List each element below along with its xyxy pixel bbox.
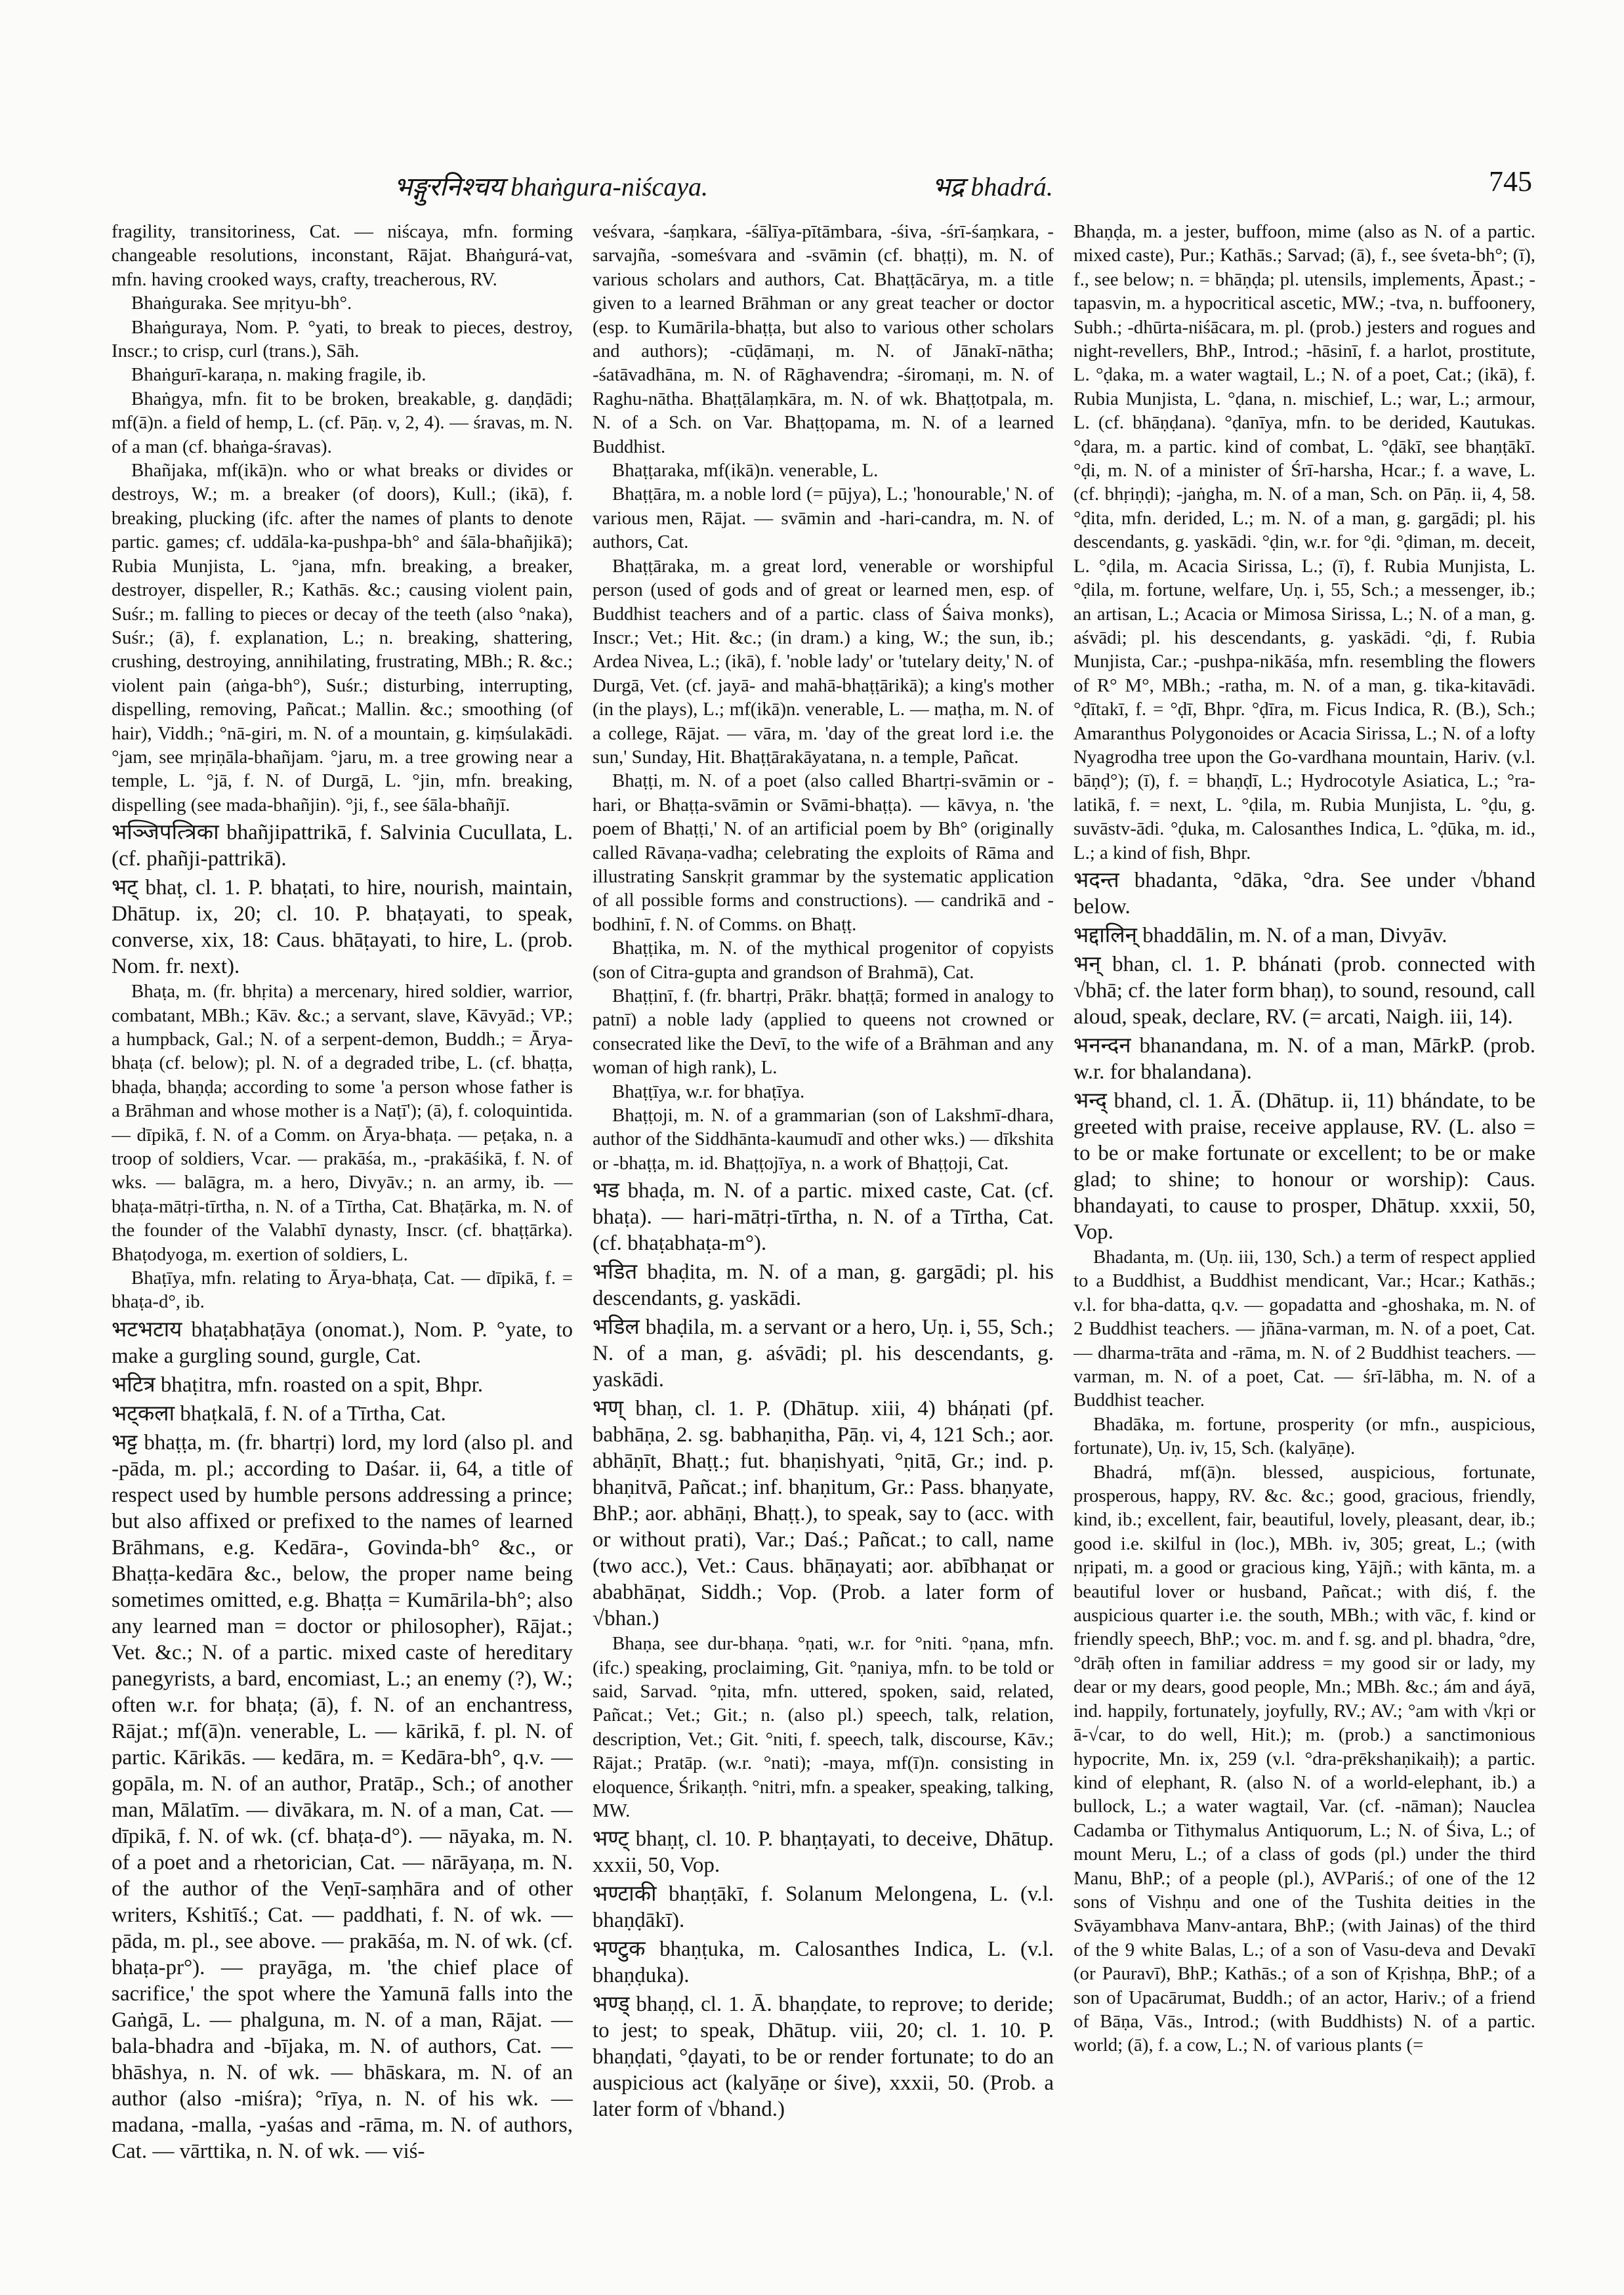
dictionary-entry: Bhaṭa, m. (fr. bhṛita) a mercenary, hired soldier, warrior, combatant, MBh.; Kāv. &c.; a servant, slave, Kāvyād.; VP.; a humpback, Gal.; N. of a serpent-demon, Buddh.; = Ārya-bhaṭa (cf. below); pl. N. of a degraded tribe, L. (cf. bhaṭṭa, bhaḍa, bhaṇḍa; according to some 'a person whose father is a Brāhman and whose mother is a Naṭī'); (ā), f. coloquintida. — dīpikā, f. N. of a Comm. on Ārya-bhaṭa. — peṭaka, n. a troop of soldiers, Vcar. — prakāśa, m., -prakāśikā, f. N. of wks. — balāgra, m. a hero, Divyāv.; n. an army, ib. — bhaṭa-mātṛi-tīrtha, n. N. of a Tīrtha, Cat. Bhaṭārka, m. N. of the founder of the Valabhī dynasty, Inscr. (cf. bhaṭṭārka). Bhaṭodyoga, m. exertion of soldiers, L.	[112, 981, 573, 1265]
page-number: 745	[1489, 165, 1532, 197]
dictionary-entry: fragility, transitoriness, Cat. — niścaya, mfn. forming changeable resolutions, inconstant, Rājat. Bhaṅgurá-vat, mfn. having crooked ways, crafty, treacherous, RV.	[112, 221, 573, 290]
dictionary-entry: Bhaṭṭaraka, mf(ikā)n. venerable, L.	[612, 460, 879, 482]
dictionary-entry: भट् bhaṭ, cl. 1. P. bhaṭati, to hire, nourish, maintain, Dhātup. ix, 20; cl. 10. P. bhaṭayati, to speak, converse, xix, 18: Caus. bhāṭayati, to hire, L. (prob. Nom. fr. next).	[112, 876, 573, 979]
dictionary-entry: Bhadanta, m. (Uṇ. iii, 130, Sch.) a term of respect applied to a Buddhist, a Buddhist mendicant, Var.; Hcar.; Kathās.; v.l. for bha-datta, q.v. — gopadatta and -ghoshaka, m. N. of 2 Buddhist teachers. — jñāna-varman, m. N. of a poet, Cat. — dharma-trāta and -rāma, m. N. of 2 Buddhist teachers. — varman, m. N. of a poet, Cat. — śrī-lābha, m. N. of a Buddhist teacher.	[1073, 1246, 1535, 1411]
dictionary-entry: भद्दालिन् bhaddālin, m. N. of a man, Divyāv.	[1073, 923, 1447, 947]
column-right	[1073, 220, 1535, 2247]
dictionary-entry: Bhaṭṭi, m. N. of a poet (also called Bhartṛi-svāmin or -hari, or Bhaṭṭa-svāmin or Svāmi-bhaṭṭa). — kāvya, n. 'the poem of Bhaṭṭi,' N. of an artificial poem by Bh° (originally called Rāvaṇa-vadha; celebrating the exploits of Rāma and illustrating Sanskṛit grammar by the systematic application of all possible forms and constructions). — candrikā and -bodhinī, f. N. of Comms. on Bhaṭṭ.	[593, 770, 1054, 935]
header-center-headword: भद्र bhadrá.	[932, 172, 1053, 201]
dictionary-entry: भण्टुक bhaṇṭuka, m. Calosanthes Indica, L. (v.l. bhaṇḍuka).	[593, 1937, 1054, 1987]
dictionary-entry: भटभटाय bhaṭabhaṭāya (onomat.), Nom. P. °yate, to make a gurgling sound, gurgle, Cat.	[112, 1317, 573, 1368]
dictionary-entry: Bhaṅguraya, Nom. P. °yati, to break to pieces, destroy, Inscr.; to crisp, curl (trans.), Sāh.	[112, 316, 573, 362]
dictionary-entry: Bhañjaka, mf(ikā)n. who or what breaks or divides or destroys, W.; m. a breaker (of doors), Kull.; (ikā), f. breaking, plucking (ifc. after the names of plants to denote partic. games; cf. uddāla-ka-pushpa-bh° and śāla-bhañjikā); Rubia Munjista, L. °jana, mfn. breaking, a breaker, destroyer, dispeller, R.; Kathās. &c.; causing violent pain, Suśr.; m. falling to pieces or decay of the teeth (also °naka), Suśr.; (ā), f. explanation, L.; n. breaking, shattering, crushing, destroying, annihilating, frustrating, MBh.; R. &c.; violent pain (aṅga-bh°), Suśr.; disturbing, interrupting, dispelling, removing, Pañcat.; Mallin. &c.; smoothing (of hair), Viddh.; °nā-giri, m. N. of a mountain, g. kiṃśulakādi. °jam, see mṛiṇāla-bhañjam. °jaru, m. a tree growing near a temple, L. °jā, f. N. of Durgā, L. °jin, mfn. breaking, dispelling (see mada-bhañjin). °ji, f., see śāla-bhañjī.	[112, 460, 573, 816]
column-left	[112, 220, 573, 2247]
dictionary-entry: Bhaṅgya, mfn. fit to be broken, breakable, g. daṇḍādi; mf(ā)n. a field of hemp, L. (cf. Pāṇ. v, 2, 4). — śravas, m. N. of a man (cf. bhaṅga-śravas).	[112, 388, 573, 457]
dictionary-entry: भण्ट् bhaṇṭ, cl. 10. P. bhaṇṭayati, to deceive, Dhātup. xxxii, 50, Vop.	[593, 1827, 1054, 1877]
dictionary-entry: Bhadrá, mf(ā)n. blessed, auspicious, fortunate, prosperous, happy, RV. &c. &c.; good, gracious, friendly, kind, ib.; excellent, fair, beautiful, lovely, pleasant, dear, ib.; good i.e. skilful in (loc.), MBh. iv, 305; great, L.; (with nṛipati, m. a good or gracious king, Yājñ.; with kānta, m. a beautiful lover or husband, Pañcat.; with diś, f. the auspicious quarter i.e. the south, MBh.; with vāc, f. kind or friendly speech, BhP.; voc. m. and f. sg. and pl. bhadra, °dre, °drāḥ often in familiar address = my good sir or lady, my dear or my dears, good people, Mn.; MBh. &c.; ám and áyā, ind. happily, fortunately, joyfully, RV.; AV.; °am with √kṛi or ā-√car, to do well, Hit.); m. (prob.) a sanctimonious hypocrite, Mn. ix, 259 (v.l. °dra-prēkshaṇikaiḥ); a partic. kind of elephant, R. (also N. of a world-elephant, ib.) a bullock, L.; a water wagtail, Var. (cf. -nāman); Nauclea Cadamba or Tithymalus Antiquorum, L.; N. of Śiva, L.; of mount Meru, L.; of a class of gods (pl.) under the third Manu, BhP.; of a people (pl.), AVPariś.; of one of the 12 sons of Vishṇu and one of the Tushita deities in the Svāyambhava Manv-antara, BhP.; (with Jainas) of the third of the 9 white Balas, L.; of a son of Vasu-deva and Devakī (or Pauravī), BhP.; Kathās.; of a son of Kṛishṇa, BhP.; of a son of Upacārumat, Buddh.; of an actor, Hariv.; of a friend of Bāṇa, Vās., Introd.; (with Buddhists) N. of a partic. world; (ā), f. a cow, L.; N. of various plants (=	[1073, 1461, 1535, 2056]
dictionary-entry: Bhaṇḍa, m. a jester, buffoon, mime (also as N. of a partic. mixed caste), Pur.; Kathās.; Sarvad; (ā), f., see śveta-bh°; (ī), f., see below; n. = bhāṇḍa; pl. utensils, implements, Āpast.; -tapasvin, m. a hypocritical ascetic, MW.; -tva, n. buffoonery, Subh.; -dhūrta-niśācara, m. pl. (prob.) jesters and rogues and night-revellers, BhP., Introd.; -hāsinī, f. a harlot, prostitute, L. °ḍaka, m. a water wagtail, L.; N. of a poet, Cat.; (ikā), f. Rubia Munjista, L. °ḍana, n. mischief, L.; war, L.; armour, L. (cf. bhāṇḍana). °ḍanīya, mfn. to be derided, Kautukas. °ḍara, m. a partic. kind of combat, L. °ḍākī, see bhaṇṭākī. °ḍi, m. N. of a minister of Śrī-harsha, Hcar.; f. a wave, L. (cf. bhṛiṇḍi); -jaṅgha, m. N. of a man, Sch. on Pāṇ. ii, 4, 58. °ḍita, mfn. derided, L.; m. N. of a man, g. gargādi; pl. his descendants, g. yaskādi. °ḍin, w.r. for °ḍi. °ḍiman, m. deceit, L. °ḍila, m. Acacia Sirissa, L.; (ī), f. Rubia Munjista, L. °ḍila, m. fortune, welfare, Uṇ. i, 55, Sch.; a messenger, ib.; an artisan, L.; Acacia or Mimosa Sirissa, L.; N. of a man, g. aśvādi; pl. his descendants, g. yaskādi. °ḍi, f. Rubia Munjista, Car.; -pushpa-nikāśa, mfn. resembling the flowers of R° M°, MBh.; -ratha, m. N. of a man, g. tika-kitavādi. °ḍītakī, f. = °ḍī, Bhpr. °ḍīra, m. Ficus Indica, R. (B.), Sch.; Amaranthus Polygonoides or Acacia Sirissa, L.; N. of a lofty Nyagrodha tree upon the Go-vardhana mountain, Hariv. (v.l. bāṇḍ°); (ī), f. = bhaṇḍī, L.; Hydrocotyle Asiatica, L.; °ra-latikā, f. = next, L. °ḍila, m. Rubia Munjista, L. °ḍu, g. suvāstv-ādi. °ḍuka, m. Calosanthes Indica, L. °ḍūka, m. id., L.; a kind of fish, Bhpr.	[1073, 221, 1535, 863]
dictionary-entry: भन्द् bhand, cl. 1. Ā. (Dhātup. ii, 11) bhándate, to be greeted with praise, receive applause, RV. (L. also = to be or make fortunate or excellent; to be or make glad; to shine; to honour or worship): Caus. bhandayati, to cause to prosper, Dhātup. xxxii, 50, Vop.	[1073, 1088, 1535, 1244]
dictionary-entry: Bhaṭṭika, m. N. of the mythical progenitor of copyists (son of Citra-gupta and grandson of Brahmā), Cat.	[593, 938, 1054, 983]
dictionary-entry: veśvara, -śaṃkara, -śālīya-pītāmbara, -śiva, -śrī-śaṃkara, -sarvajña, -someśvara and -svāmin (cf. bhaṭṭi), m. N. of various scholars and authors, Cat. Bhaṭṭācārya, m. a title given to a learned Brāhman or any great teacher or doctor (esp. to Kumārila-bhaṭṭa, but also to various other scholars and authors); -cūḍāmaṇi, m. N. of Jānakī-nātha; -śatāvadhāna, m. N. of Rāghavendra; -śiromaṇi, m. N. of Raghu-nātha. Bhaṭṭālaṃkāra, m. N. of wk. Bhaṭṭotpala, m. N. of a Sch. on Var. Bhaṭṭopama, m. N. of a learned Buddhist.	[593, 221, 1054, 457]
dictionary-entry: भट्कला bhaṭkalā, f. N. of a Tīrtha, Cat.	[112, 1401, 446, 1426]
dictionary-entry: भन् bhan, cl. 1. P. bhánati (prob. connected with √bhā; cf. the later form bhaṇ), to sound, resound, call aloud, speak, declare, RV. (= arcati, Naigh. iii, 14).	[1073, 952, 1535, 1029]
dictionary-entry: Bhaṭṭīya, w.r. for bhaṭīya.	[612, 1081, 805, 1102]
dictionary-entry: Bhaṭṭoji, m. N. of a grammarian (son of Lakshmī-dhara, author of the Siddhānta-kaumudī and other wks.) — dīkshita or -bhaṭṭa, m. id. Bhaṭṭojīya, n. a work of Bhaṭṭoji, Cat.	[593, 1105, 1054, 1174]
page-header	[112, 167, 1532, 213]
dictionary-entry: भटित्र bhaṭitra, mfn. roasted on a spit, Bhpr.	[112, 1373, 484, 1397]
dictionary-entry: Bhaṭīya, mfn. relating to Ārya-bhaṭa, Cat. — dīpikā, f. = bhaṭa-d°, ib.	[112, 1268, 573, 1313]
dictionary-entry: भण्टाकी bhaṇṭākī, f. Solanum Melongena, L. (v.l. bhaṇḍākī).	[593, 1882, 1054, 1932]
dictionary-entry: Bhaṭṭāraka, m. a great lord, venerable or worshipful person (used of gods and of great or learned men, esp. of Buddhist teachers and of a partic. class of Śaiva monks), Inscr.; Vet.; Hit. &c.; (in dram.) a king, W.; the sun, ib.; Ardea Nivea, L.; (ikā), f. 'noble lady' or 'tutelary deity,' N. of Durgā, Vet. (cf. jayā- and mahā-bhaṭṭārikā); a king's mother (in the plays), L.; mf(ikā)n. venerable, L. — maṭha, m. N. of a college, Rājat. — vāra, m. 'day of the great lord i.e. the sun,' Sunday, Hit. Bhaṭṭārakāyatana, n. a temple, Pañcat.	[593, 555, 1054, 768]
dictionary-entry: Bhaṭṭāra, m. a noble lord (= pūjya), L.; 'honourable,' N. of various men, Rājat. — svāmin and -hari-candra, m. N. of authors, Cat.	[593, 484, 1054, 553]
dictionary-entry: भण्ड् bhaṇḍ, cl. 1. Ā. bhaṇḍate, to reprove; to deride; to jest; to speak, Dhātup. viii, 20; cl. 1. 10. P. bhaṇḍati, °ḍayati, to be or render fortunate; to do an auspicious act (kalyāṇe or śive), xxxii, 50. (Prob. a later form of √bhand.)	[593, 1992, 1054, 2121]
dictionary-entry: Bhaṅgurī-karaṇa, n. making fragile, ib.	[131, 364, 427, 386]
dictionary-entry: Bhaṅguraka. See mṛityu-bh°.	[131, 293, 352, 314]
dictionary-columns	[112, 220, 1535, 2247]
dictionary-entry: भनन्दन bhanandana, m. N. of a man, MārkP. (prob. w.r. for bhalandana).	[1073, 1033, 1535, 1084]
dictionary-entry: भड bhaḍa, m. N. of a partic. mixed caste, Cat. (cf. bhaṭa). — hari-mātṛi-tīrtha, n. N. of a Tīrtha, Cat. (cf. bhaṭabhaṭa-m°).	[593, 1179, 1054, 1256]
dictionary-entry: भडित bhaḍita, m. N. of a man, g. gargādi; pl. his descendants, g. yaskādi.	[593, 1260, 1054, 1311]
dictionary-entry: भट्ट bhaṭṭa, m. (fr. bhartṛi) lord, my lord (also pl. and -pāda, m. pl.; according to Daśar. ii, 64, a title of respect used by humble persons addressing a prince; but also affixed or prefixed to the names of learned Brāhmans, e.g. Kedāra-, Govinda-bh° &c., or Bhaṭṭa-kedāra &c., below, the proper name being sometimes omitted, e.g. Bhaṭṭa = Kumārila-bh°; also any learned man = doctor or philosopher), Rājat.; Vet. &c.; N. of a partic. mixed caste of hereditary panegyrists, a bard, encomiast, L.; an enemy (?), W.; often w.r. for bhaṭa; (ā), f. N. of an enchantress, Rājat.; mf(ā)n. venerable, L. — kārikā, f. pl. N. of partic. Kārikās. — kedāra, m. = Kedāra-bh°, q.v. — gopāla, m. N. of an author, Pratāp., Sch.; of another man, Mālatīm. — divākara, m. N. of a man, Cat. — dīpikā, f. N. of wk. (cf. bhaṭa-d°). — nāyaka, m. N. of a poet and a rhetorician, Cat. — nārāyaṇa, m. N. of the author of the Veṇī-saṃhāra and of other writers, Kshitīś.; Cat. — paddhati, f. N. of wk. — pāda, m. pl., see above. — prakāśa, m. N. of wk. (cf. bhaṭa-pr°). — prayāga, m. 'the chief place of sacrifice,' the spot where the Yamunā falls into the Gaṅgā, L. — phalguna, m. N. of a man, Rājat. — bala-bhadra and -bījaka, m. N. of authors, Cat. — bhāshya, n. N. of wk. — bhāskara, m. N. of an author (also -miśra); °rīya, n. N. of his wk. — madana, -malla, -yaśas and -rāma, m. N. of authors, Cat. — vārttika, n. N. of wk. — viś-	[112, 1430, 573, 2163]
dictionary-entry: Bhaṭṭinī, f. (fr. bhartṛi, Prākr. bhaṭṭā; formed in analogy to patnī) a noble lady (applied to queens not crowned or consecrated like the Devī, to the wife of a Brāhman and any woman of high rank), L.	[593, 985, 1054, 1079]
dictionary-entry: Bhadāka, m. fortune, prosperity (or mfn., auspicious, fortunate), Uṇ. iv, 15, Sch. (kalyāṇe).	[1073, 1413, 1535, 1459]
column-middle	[593, 220, 1054, 2247]
dictionary-entry: भदन्त bhadanta, °dāka, °dra. See under √bhand below.	[1073, 868, 1535, 919]
dictionary-entry: भडिल bhaḍila, m. a servant or a hero, Uṇ. i, 55, Sch.; N. of a man, g. aśvādi; pl. his descendants, g. yaskādi.	[593, 1315, 1054, 1392]
dictionary-entry: भञ्जिपत्त्रिका bhañjipattrikā, f. Salvinia Cucullata, L. (cf. phañji-pattrikā).	[112, 821, 573, 871]
header-left-headword: भङ्गुरनिश्चय bhaṅgura-niścaya.	[394, 172, 709, 201]
dictionary-entry: भण् bhaṇ, cl. 1. P. (Dhātup. xiii, 4) bháṇati (pf. babhāṇa, 2. sg. babhaṇitha, Pāṇ. vi, 4, 121 Sch.; aor. abhāṇīt, Bhaṭṭ.; fut. bhaṇishyati, °ṇitā, Gr.; ind. p. bhaṇitvā, Pañcat.; inf. bhaṇitum, Gr.: Pass. bhaṇyate, BhP.; aor. abhāṇi, Bhaṭṭ.), to speak, say to (acc. with or without prati), Var.; Daś.; Pañcat.; to call, name (two acc.), Vet.: Caus. bhāṇayati; aor. abībhaṇat or ababhāṇat, Siddh.; Vop. (Prob. a later form of √bhan.)	[593, 1397, 1054, 1631]
dictionary-entry: Bhaṇa, see dur-bhaṇa. °ṇati, w.r. for °niti. °ṇana, mfn. (ifc.) speaking, proclaiming, Git. °ṇaniya, mfn. to be told or said, Sarvad. °ṇita, mfn. uttered, spoken, said, related, Pañcat.; Vet.; Git.; n. (also pl.) speech, talk, relation, description, Vet.; Git. °niti, f. speech, talk, discourse, Kāv.; Rājat.; Pratāp. (w.r. °nati); -maya, mf(ī)n. consisting in eloquence, Śrikaṇṭh. °nitri, mfn. a speaker, speaking, talking, MW.	[593, 1633, 1054, 1822]
